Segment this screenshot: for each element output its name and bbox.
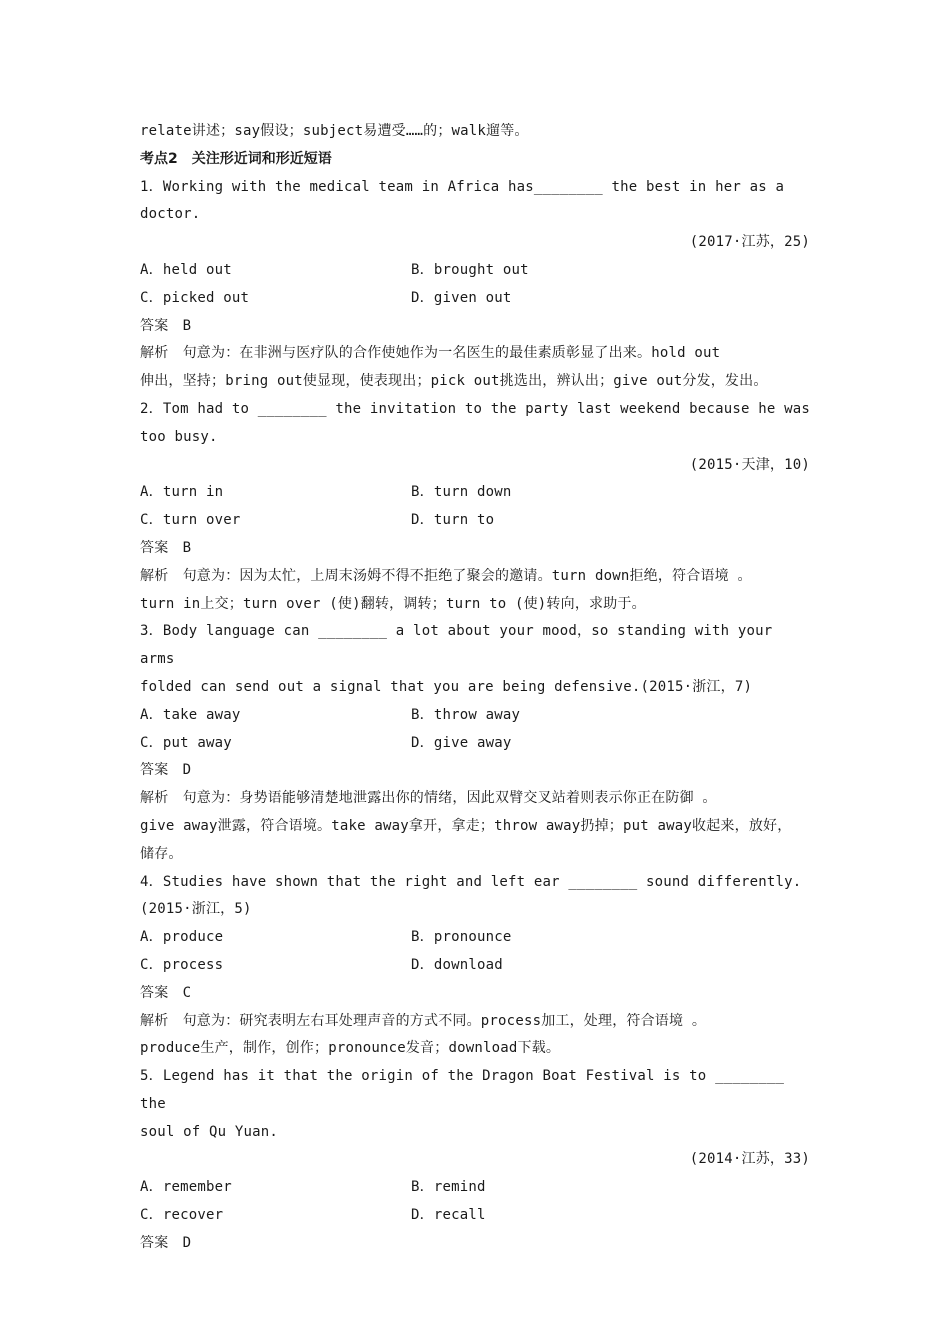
question-stem-line: 2．Tom had to ________ the invitation to the party last weekend because he was — [140, 400, 810, 417]
options-row — [140, 730, 810, 758]
analysis-line: 伸出，坚持；bring out使显现，使表现出；pick out挑选出，辨认出；give out分发，发出。 — [140, 373, 768, 390]
section-title: 考点2 关注形近词和形近短语 — [140, 150, 332, 167]
question-source: (2015·天津，10) — [689, 456, 810, 473]
question-stem-line: 5．Legend has it that the origin of the Dragon Boat Festival is to ________ the — [140, 1068, 793, 1112]
question-stem-line: 3．Body language can ________ a lot about your mood，so standing with your arms — [140, 623, 782, 668]
option-b: B．pronounce — [411, 929, 512, 946]
option-b: B．remind — [411, 1179, 486, 1196]
question-3 — [140, 618, 810, 868]
option-d: D．given out — [411, 289, 512, 306]
option-d: D．give away — [411, 734, 512, 751]
option-b: B．throw away — [411, 706, 521, 723]
option-b: B．turn down — [411, 484, 512, 501]
option-c: C．process — [140, 956, 224, 973]
options-row — [140, 952, 810, 980]
option-c: C．picked out — [140, 289, 250, 306]
answer: 答案 B — [140, 317, 192, 334]
question-2 — [140, 396, 810, 618]
analysis-line: 解析 句意为：因为太忙，上周末汤姆不得不拒绝了聚会的邀请。turn down拒绝，符合语境 。 — [140, 567, 752, 584]
option-d: D．turn to — [411, 512, 495, 529]
answer: 答案 C — [140, 984, 192, 1001]
question-4 — [140, 869, 810, 1064]
option-c: C．put away — [140, 734, 232, 751]
analysis-line: give away泄露，符合语境。take away拿开，拿走；throw away扔掉；put away收起来，放好， — [140, 817, 792, 834]
option-c: C．turn over — [140, 512, 241, 529]
options-row — [140, 924, 810, 952]
answer: 答案 B — [140, 539, 192, 556]
question-stem-line: 4．Studies have shown that the right and left ear ________ sound differently. — [140, 873, 802, 890]
options-row — [140, 702, 810, 730]
intro-line: relate讲述；say假设；subject易遭受……的；walk遛等。 — [140, 123, 529, 139]
answer: 答案 D — [140, 1234, 192, 1251]
options-row — [140, 507, 810, 535]
analysis-line: 解析 句意为：研究表明左右耳处理声音的方式不同。process加工，处理，符合语境 。 — [140, 1012, 707, 1029]
option-a: A．held out — [140, 261, 232, 278]
analysis-line: 解析 句意为：身势语能够清楚地泄露出你的情绪，因此双臂交叉站着则表示你正在防御 。 — [140, 790, 717, 807]
options-row — [140, 285, 810, 313]
option-d: D．download — [411, 956, 503, 973]
question-5 — [140, 1063, 810, 1258]
options-row — [140, 479, 810, 507]
option-d: D．recall — [411, 1207, 486, 1224]
question-source: (2017·江苏，25) — [689, 234, 810, 251]
question-stem-line: 1．Working with the medical team in Africa has________ the best in her as a — [140, 178, 785, 195]
option-b: B．brought out — [411, 261, 529, 278]
option-a: A．turn in — [140, 484, 224, 501]
options-row — [140, 257, 810, 285]
analysis-line: produce生产，制作，创作；pronounce发音；download下载。 — [140, 1040, 561, 1057]
question-stem-line: (2015·浙江，5) — [140, 901, 252, 918]
option-a: A．take away — [140, 706, 241, 723]
question-stem-line: soul of Qu Yuan. — [140, 1123, 279, 1140]
question-1 — [140, 174, 810, 396]
question-source: (2014·江苏，33) — [689, 1151, 810, 1168]
options-row — [140, 1174, 810, 1202]
question-stem-line: folded can send out a signal that you are being defensive.(2015·浙江，7) — [140, 678, 753, 695]
analysis-line: turn in上交；turn over (使)翻转，调转；turn to (使)转向，求助于。 — [140, 595, 646, 612]
analysis-line: 储存。 — [140, 845, 183, 862]
option-a: A．produce — [140, 929, 224, 946]
answer: 答案 D — [140, 762, 192, 779]
question-stem-line: doctor. — [140, 206, 201, 223]
options-row — [140, 1202, 810, 1230]
question-stem-line: too busy. — [140, 428, 218, 445]
document-page — [140, 118, 810, 1258]
option-c: C．recover — [140, 1207, 224, 1224]
option-a: A．remember — [140, 1179, 232, 1196]
analysis-line: 解析 句意为：在非洲与医疗队的合作使她作为一名医生的最佳素质彰显了出来。hold out — [140, 345, 721, 362]
